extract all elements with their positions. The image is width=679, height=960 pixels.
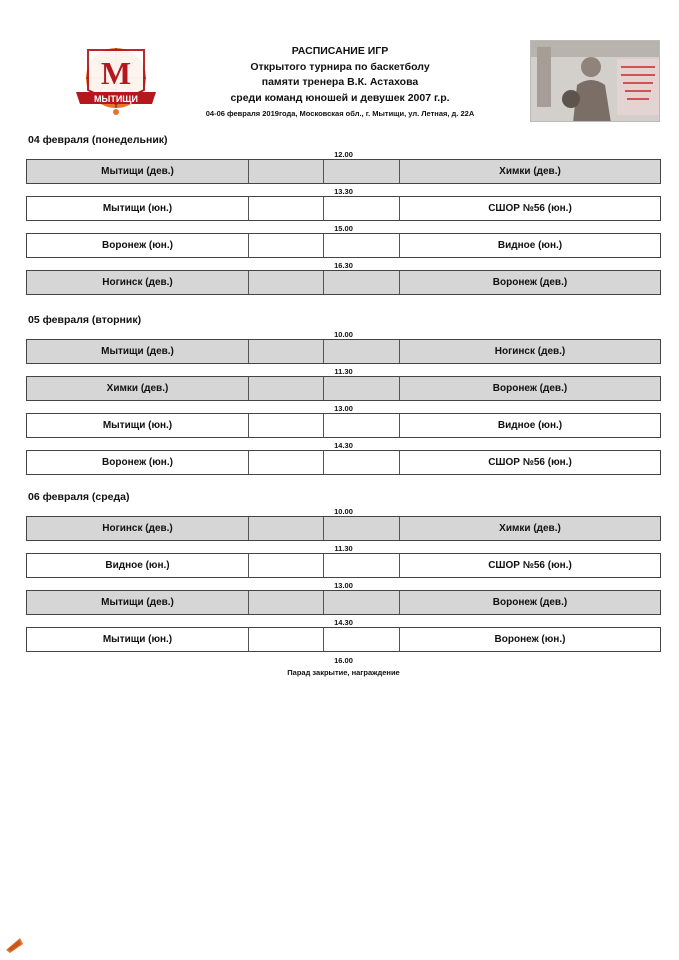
away-team: Воронеж (дев.) (492, 383, 568, 394)
corner-stamp-icon (4, 936, 24, 954)
subtitle-line-4: среди команд юношей и девушек 2007 г.р. (230, 91, 450, 104)
home-team: Мытищи (юн.) (27, 414, 249, 437)
home-team: Ногинск (дев.) (27, 271, 249, 294)
home-team: Воронеж (юн.) (27, 451, 249, 474)
game-time: 13.00 (334, 404, 353, 413)
away-team: Воронеж (дев.) (492, 597, 568, 608)
club-logo (70, 40, 162, 120)
day-title-feb-06: 06 февраля (среда) (28, 491, 130, 503)
table-row (26, 196, 661, 221)
score-cell (249, 271, 324, 294)
score-cell (249, 377, 324, 400)
game-time: 14.30 (334, 618, 353, 627)
logo-text: МЫТИЩИ (94, 94, 138, 104)
table-row (26, 376, 661, 401)
game-time: 16.30 (334, 261, 353, 270)
home-team: Мытищи (юн.) (27, 628, 249, 651)
logo-letter: М (100, 55, 132, 91)
away-team: Воронеж (дев.) (492, 277, 568, 288)
table-row (26, 233, 661, 258)
game-time: 11.30 (334, 367, 353, 376)
away-team: СШОР №56 (юн.) (488, 457, 572, 468)
closing-ceremony: Парад закрытие, награждение (287, 668, 400, 677)
event-dates-location: 04-06 февраля 2019года, Московская обл., г. Мытищи, ул. Летная, д. 22А (205, 109, 475, 118)
home-team: Мытищи (дев.) (27, 340, 249, 363)
away-team: Воронеж (юн.) (494, 634, 566, 645)
score-cell (324, 197, 400, 220)
score-cell (324, 414, 400, 437)
score-cell (249, 197, 324, 220)
score-cell (249, 340, 324, 363)
home-team: Мытищи (дев.) (27, 591, 249, 614)
home-team: Мытищи (юн.) (27, 197, 249, 220)
table-row (26, 627, 661, 652)
score-cell (324, 340, 400, 363)
coach-photo (530, 40, 660, 122)
subtitle-line-2: Открытого турнира по баскетболу (250, 60, 430, 73)
table-row (26, 159, 661, 184)
score-cell (249, 554, 324, 577)
away-team: СШОР №56 (юн.) (488, 203, 572, 214)
basketball-logo-icon (70, 40, 162, 120)
home-team: Мытищи (дев.) (27, 160, 249, 183)
score-cell (324, 628, 400, 651)
score-cell (324, 591, 400, 614)
score-cell (249, 591, 324, 614)
home-team: Воронеж (юн.) (27, 234, 249, 257)
table-row (26, 553, 661, 578)
table-row (26, 450, 661, 475)
score-cell (324, 377, 400, 400)
coach-photo-image (531, 41, 660, 122)
game-time: 14.30 (334, 441, 353, 450)
score-cell (249, 234, 324, 257)
away-team: Химки (дев.) (499, 523, 561, 534)
day-title-feb-05: 05 февраля (вторник) (28, 314, 142, 326)
closing-time: 16.00 (334, 656, 353, 665)
score-cell (324, 160, 400, 183)
score-cell (324, 554, 400, 577)
game-time: 12.00 (334, 150, 353, 159)
game-time: 13.30 (334, 187, 353, 196)
table-row (26, 516, 661, 541)
score-cell (249, 160, 324, 183)
day-title-feb-04: 04 февраля (понедельник) (28, 134, 168, 146)
table-row (26, 270, 661, 295)
score-cell (324, 271, 400, 294)
score-cell (249, 517, 324, 540)
score-cell (324, 451, 400, 474)
score-cell (324, 517, 400, 540)
score-cell (249, 414, 324, 437)
game-time: 10.00 (334, 330, 353, 339)
table-row (26, 413, 661, 438)
score-cell (249, 451, 324, 474)
home-team: Видное (юн.) (27, 554, 249, 577)
score-cell (324, 234, 400, 257)
header (170, 44, 510, 118)
away-team: СШОР №56 (юн.) (488, 560, 572, 571)
game-time: 11.30 (334, 544, 353, 553)
page-title: РАСПИСАНИЕ ИГР (291, 45, 389, 57)
table-row (26, 339, 661, 364)
away-team: Химки (дев.) (499, 166, 561, 177)
game-time: 13.00 (334, 581, 353, 590)
away-team: Видное (юн.) (497, 240, 563, 251)
score-cell (249, 628, 324, 651)
home-team: Ногинск (дев.) (27, 517, 249, 540)
away-team: Ногинск (дев.) (494, 346, 566, 357)
game-time: 15.00 (334, 224, 353, 233)
home-team: Химки (дев.) (27, 377, 249, 400)
game-time: 10.00 (334, 507, 353, 516)
subtitle-line-3: памяти тренера В.К. Астахова (261, 76, 419, 88)
table-row (26, 590, 661, 615)
away-team: Видное (юн.) (497, 420, 563, 431)
